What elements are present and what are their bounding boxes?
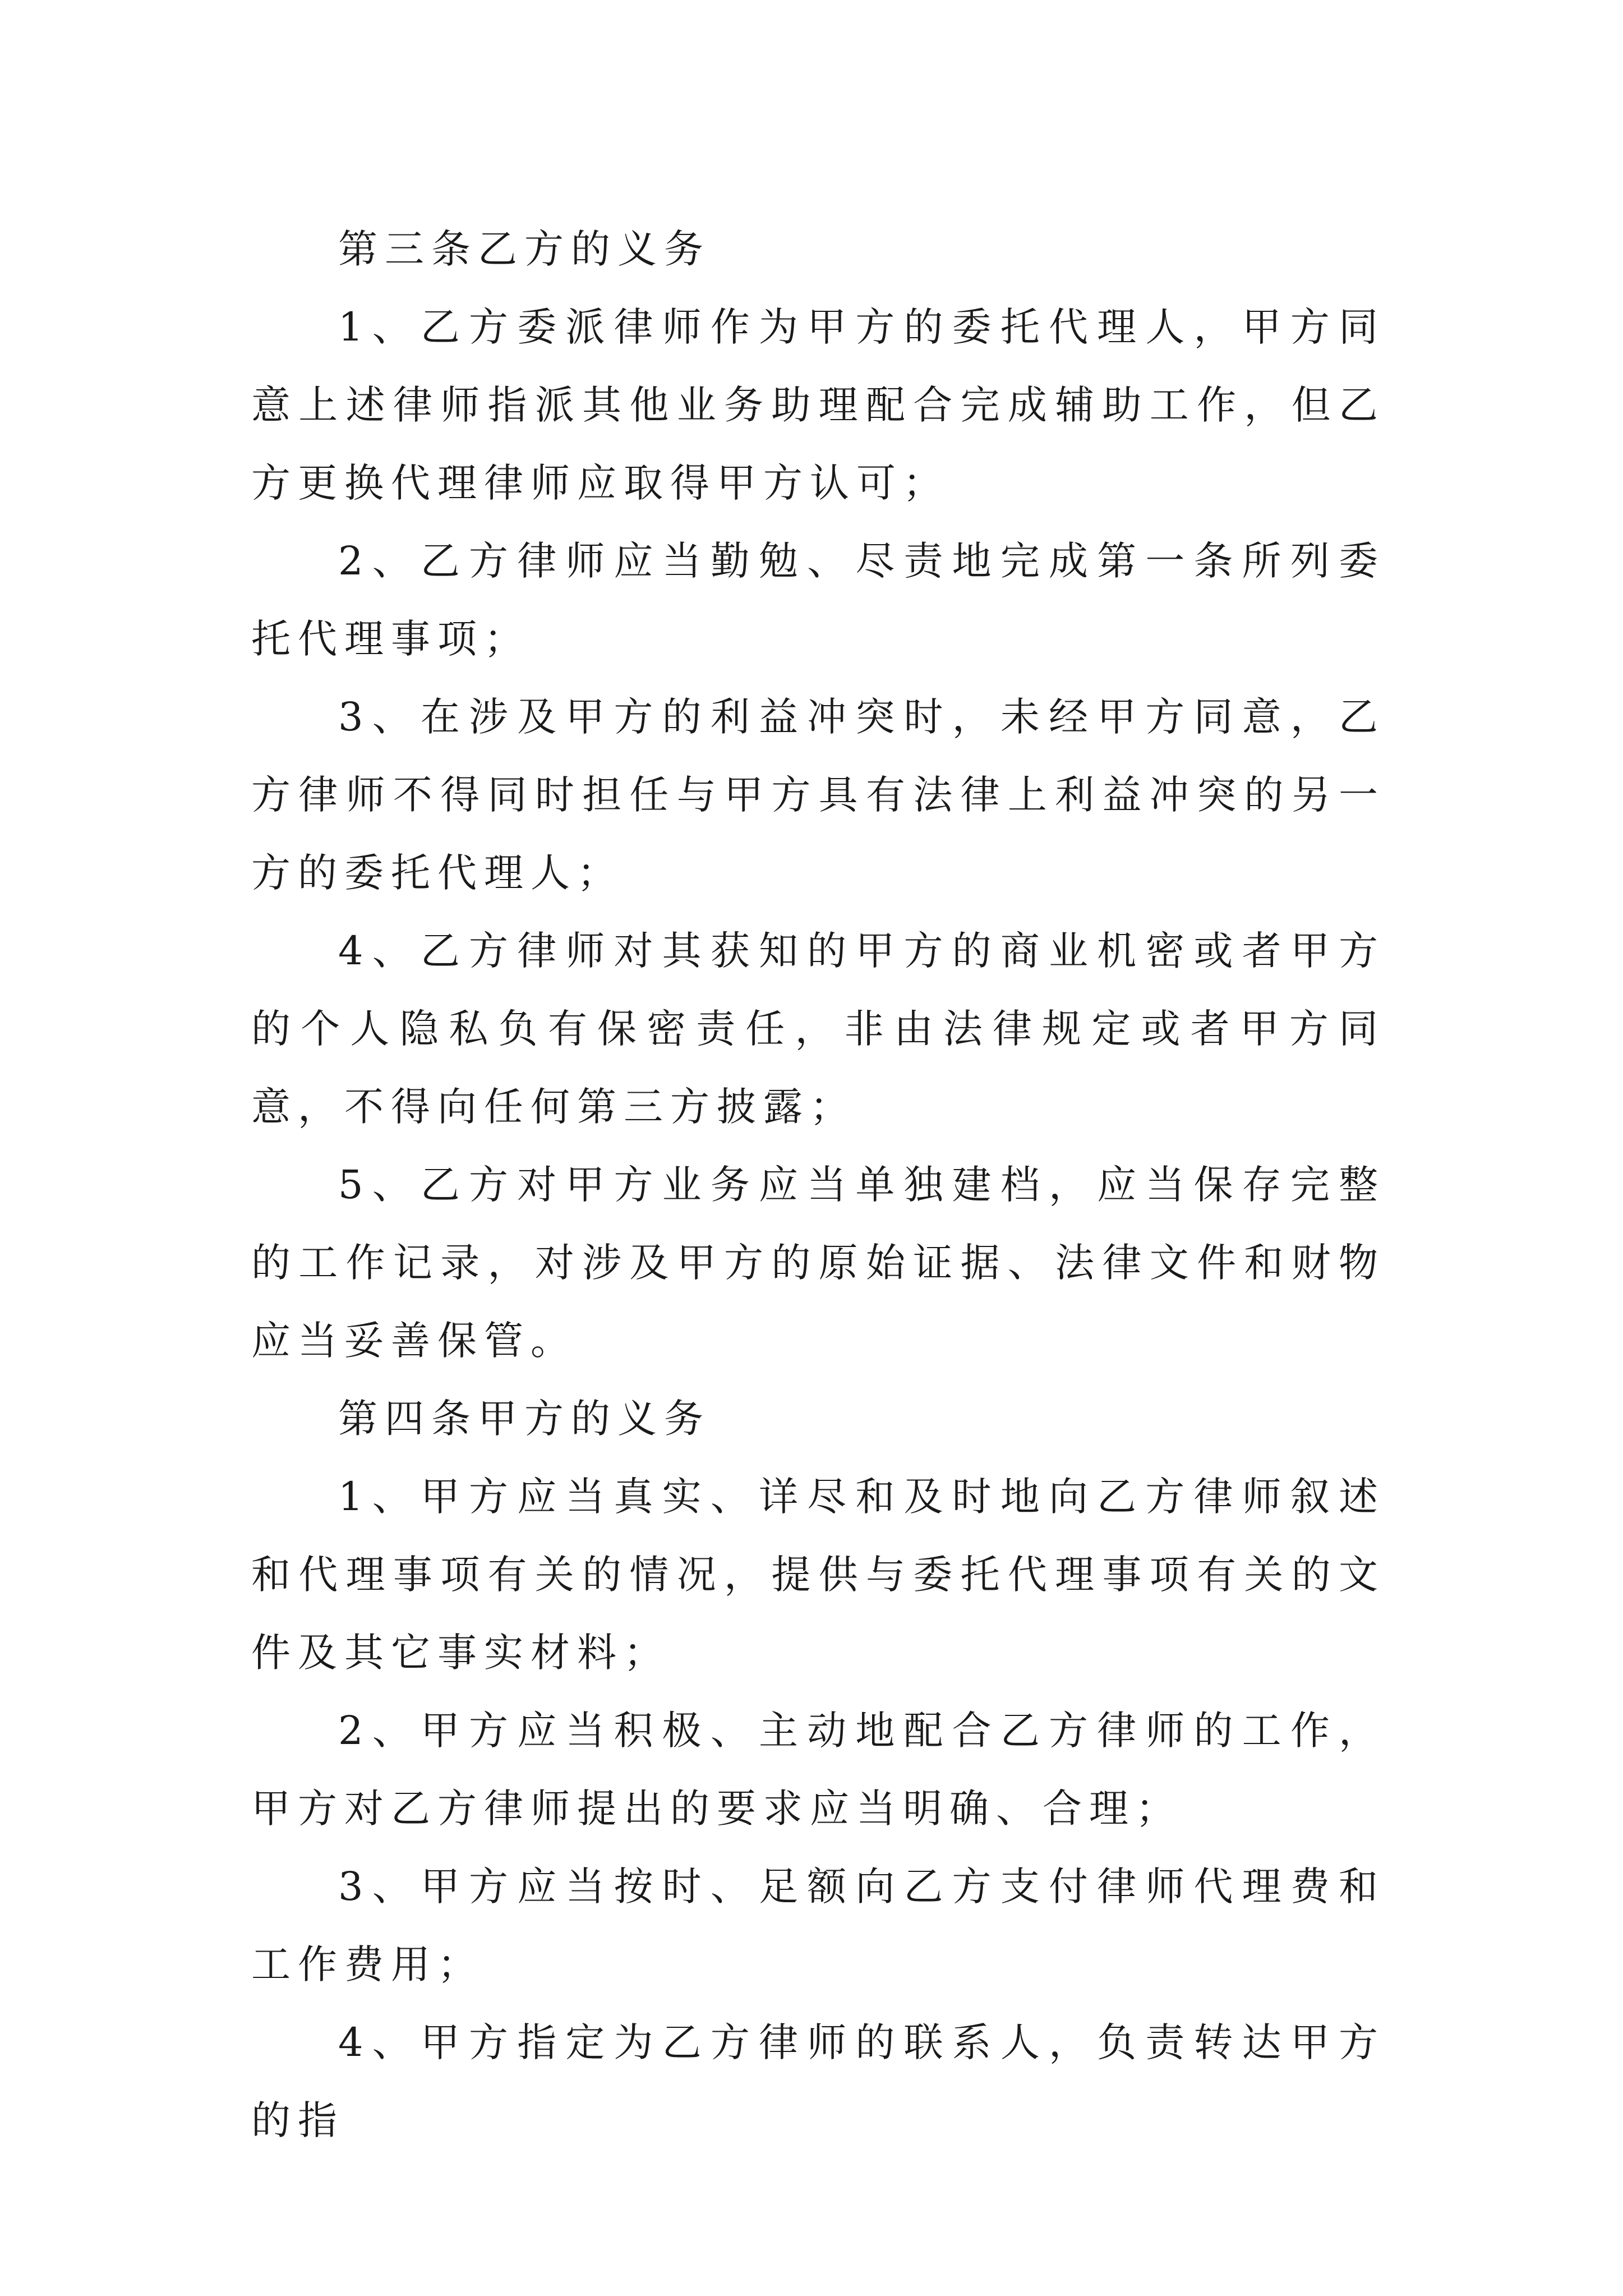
clause-3-5: 5、乙方对甲方业务应当单独建档，应当保存完整的工作记录，对涉及甲方的原始证据、法律文件和财物应当妥善保管。 xyxy=(251,1162,1385,1364)
clause-4-4: 4、甲方指定为乙方律师的联系人，负责转达甲方的指 xyxy=(251,2019,1385,2143)
clause-3-1: 1、乙方委派律师作为甲方的委托代理人，甲方同意上述律师指派其他业务助理配合完成辅助工作，但乙方更换代理律师应取得甲方认可； xyxy=(251,304,1385,506)
document-body xyxy=(251,210,1385,2160)
clause-4-3: 3、甲方应当按时、足额向乙方支付律师代理费和工作费用； xyxy=(251,1864,1385,1987)
section-heading-article-3: 第三条乙方的义务 xyxy=(338,226,711,272)
clause-4-1: 1、甲方应当真实、详尽和及时地向乙方律师叙述和代理事项有关的情况，提供与委托代理事项有关的文件及其它事实材料； xyxy=(251,1474,1385,1676)
clause-3-3: 3、在涉及甲方的利益冲突时，未经甲方同意，乙方律师不得同时担任与甲方具有法律上利益冲突的另一方的委托代理人； xyxy=(251,694,1385,896)
clause-4-2: 2、甲方应当积极、主动地配合乙方律师的工作，甲方对乙方律师提出的要求应当明确、合理； xyxy=(251,1708,1385,1832)
clause-3-2: 2、乙方律师应当勤勉、尽责地完成第一条所列委托代理事项； xyxy=(251,538,1385,662)
section-heading-article-4: 第四条甲方的义务 xyxy=(338,1396,711,1442)
clause-3-4: 4、乙方律师对其获知的甲方的商业机密或者甲方的个人隐私负有保密责任，非由法律规定或者甲方同意，不得向任何第三方披露； xyxy=(251,928,1385,1130)
